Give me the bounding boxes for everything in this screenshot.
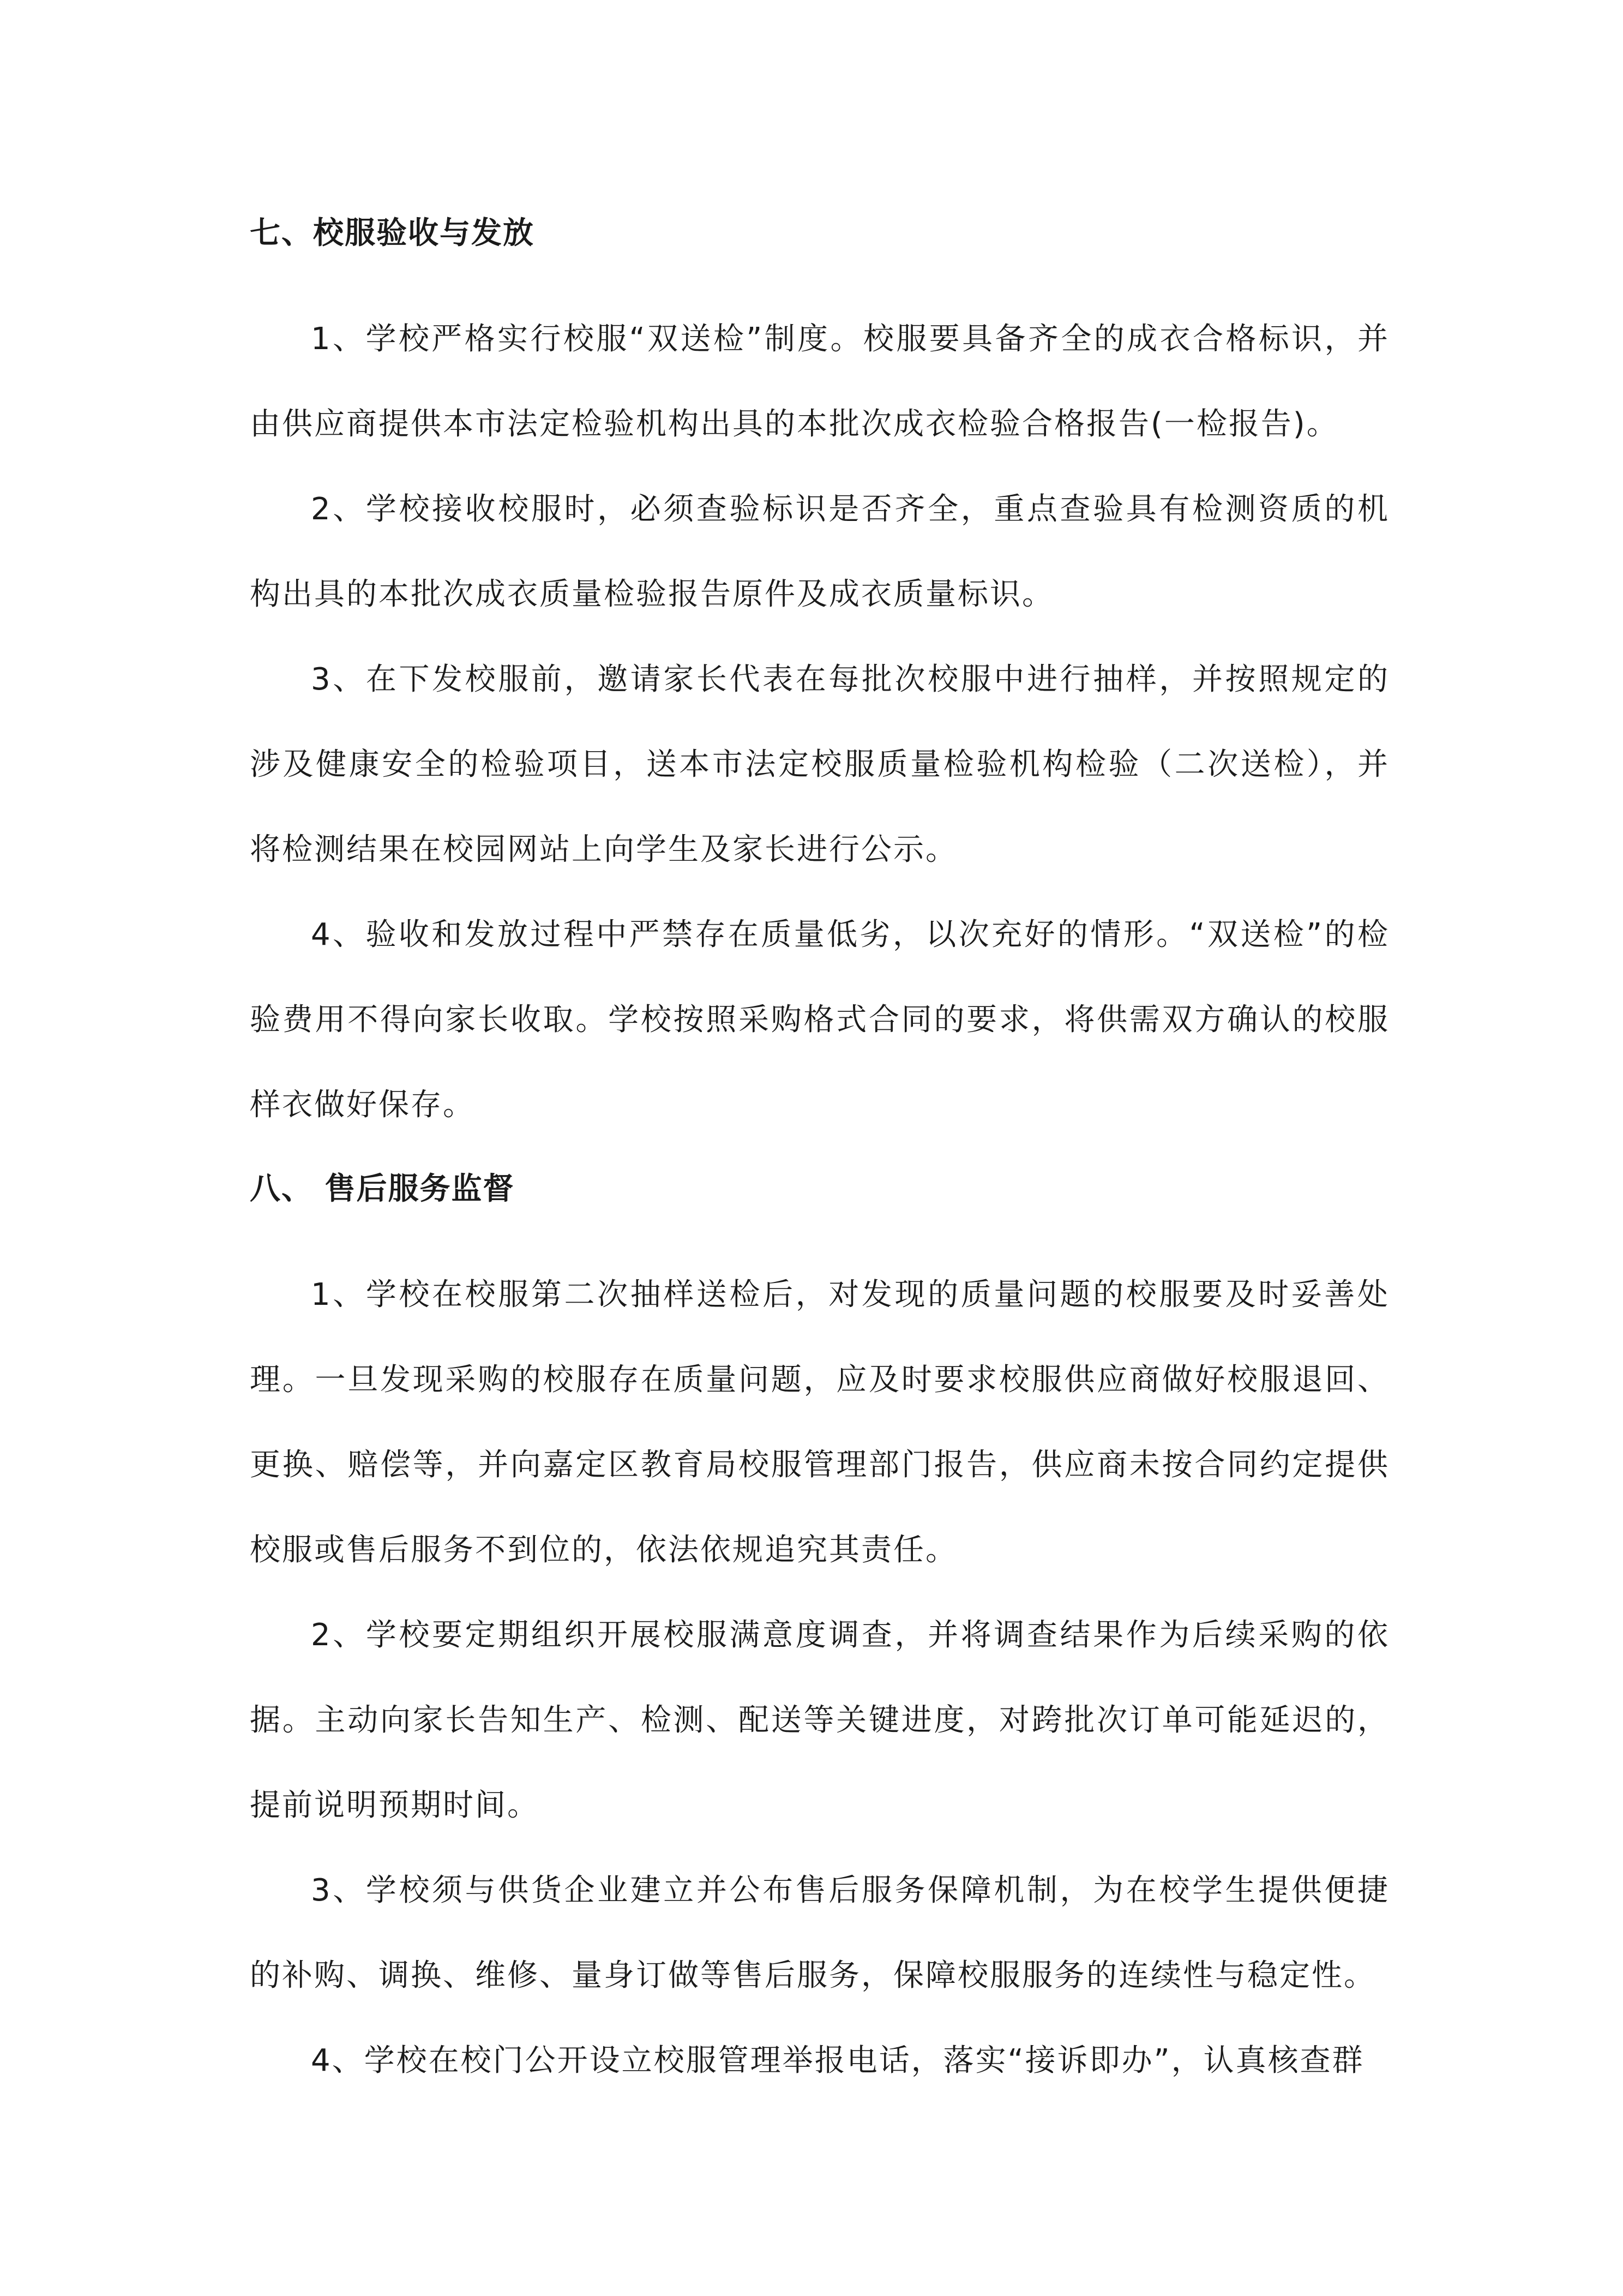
paragraph: 3、在下发校服前，邀请家长代表在每批次校服中进行抽样，并按照规定的涉及健康安全的检验项目，送本市法定校服质量检验机构检验（二次送检），并将检测结果在校园网站上向学生及家长进行公示。 (250, 662, 1390, 867)
paragraph: 1、学校严格实行校服“双送检”制度。校服要具备齐全的成衣合格标识，并由供应商提供本市法定检验机构出具的本批次成衣检验合格报告(一检报告)。 (250, 321, 1390, 442)
paragraph: 4、验收和发放过程中严禁存在质量低劣，以次充好的情形。“双送检”的检验费用不得向家长收取。学校按照采购格式合同的要求，将供需双方确认的校服样衣做好保存。 (250, 917, 1390, 1123)
section-heading: 七、校服验收与发放 (250, 215, 534, 251)
paragraph: 2、学校要定期组织开展校服满意度调查，并将调查结果作为后续采购的依据。主动向家长告知生产、检测、配送等关键进度，对跨批次订单可能延迟的，提前说明预期时间。 (250, 1617, 1390, 1823)
paragraph: 1、学校在校服第二次抽样送检后，对发现的质量问题的校服要及时妥善处理。一旦发现采购的校服存在质量问题，应及时要求校服供应商做好校服退回、更换、赔偿等，并向嘉定区教育局校服管理部门报告，供应商未按合同约定提供校服或售后服务不到位的，依法依规追究其责任。 (250, 1277, 1390, 1568)
section-heading: 八、 售后服务监督 (250, 1171, 515, 1207)
document-body (250, 212, 1390, 2103)
paragraph: 3、学校须与供货企业建立并公布售后服务保障机制，为在校学生提供便捷的补购、调换、维修、量身订做等售后服务，保障校服服务的连续性与稳定性。 (250, 1873, 1390, 1993)
paragraph: 4、学校在校门公开设立校服管理举报电话，落实“接诉即办”，认真核查群 (311, 2043, 1364, 2078)
paragraph: 2、学校接收校服时，必须查验标识是否齐全，重点查验具有检测资质的机构出具的本批次成衣质量检验报告原件及成衣质量标识。 (250, 491, 1390, 612)
